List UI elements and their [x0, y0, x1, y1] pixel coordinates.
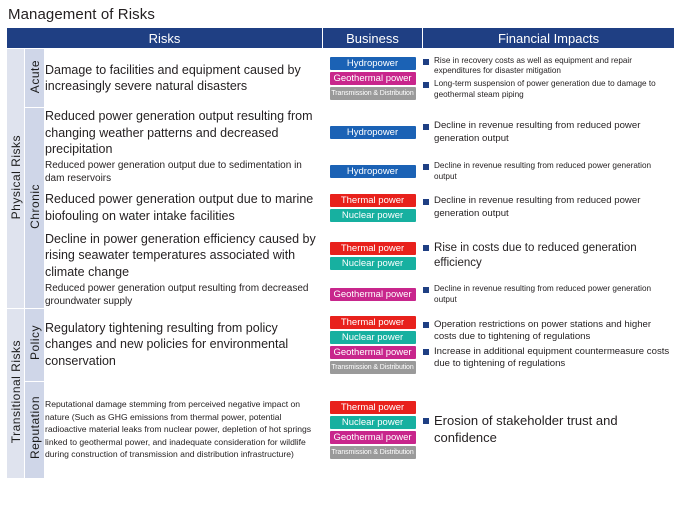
tag-nuclear-power: Nuclear power: [330, 331, 416, 344]
tag-nuclear-power: Nuclear power: [330, 209, 416, 222]
financial-impacts: [423, 49, 675, 108]
risk-description: Reduced power generation output due to sedimentation in dam reservoirs: [45, 158, 323, 185]
impact-item: Rise in recovery costs as well as equipment and repair expenditures for disaster mitigation: [423, 56, 674, 77]
tag-geothermal-power: Geothermal power: [330, 288, 416, 301]
table-row: [7, 108, 675, 159]
table-row: [7, 230, 675, 281]
risk-description: Reduced power generation output resulting from decreased groundwater supply: [45, 281, 323, 308]
category-label-policy: [25, 308, 45, 381]
table-row: [7, 185, 675, 230]
financial-impacts: [423, 230, 675, 281]
impact-item: Operation restrictions on power stations and higher costs due to tightening of regulations: [423, 319, 674, 344]
group-label-physical-risks: [7, 49, 25, 309]
tag-nuclear-power: Nuclear power: [330, 416, 416, 429]
table-header-row: [7, 28, 675, 49]
impact-item: Erosion of stakeholder trust and confidence: [423, 413, 674, 447]
impact-item: Decline in revenue resulting from reduced power generation output: [423, 284, 674, 305]
financial-impacts: [423, 281, 675, 308]
financial-impacts: [423, 308, 675, 381]
tag-nuclear-power: Nuclear power: [330, 257, 416, 270]
business-tags: [323, 230, 423, 281]
table-row: [7, 308, 675, 381]
tag-hydropower: Hydropower: [330, 57, 416, 70]
financial-impacts: [423, 381, 675, 478]
risk-description: Reduced power generation output due to marine biofouling on water intake facilities: [45, 185, 323, 230]
risk-description: Reputational damage stemming from perceived negative impact on nature (Such as GHG emissions from thermal power, potential radioactive material leaks from nuclear power, depletion of hot springs linked to geothermal power, and inadequate consideration for wildlife during construction of transmission and distribution infrastructure): [45, 381, 323, 478]
risk-description: Decline in power generation efficiency caused by rising seawater temperatures associated with climate change: [45, 230, 323, 281]
category-label-reputation-text: Reputation: [27, 396, 42, 460]
business-tags: [323, 158, 423, 185]
business-tags: [323, 108, 423, 159]
business-tags: [323, 281, 423, 308]
group-label-transitional-risks: [7, 308, 25, 478]
risk-description: Reduced power generation output resulting from changing weather patterns and decreased precipitation: [45, 108, 323, 159]
column-header-business: Business: [323, 28, 423, 49]
column-header-risks: Risks: [7, 28, 323, 49]
impact-item: Decline in revenue resulting from reduced power generation output: [423, 120, 674, 145]
category-label-policy-text: Policy: [27, 325, 42, 361]
table-row: [7, 281, 675, 308]
risk-description: Regulatory tightening resulting from policy changes and new policies for environmental conservation: [45, 308, 323, 381]
tag-hydropower: Hydropower: [330, 126, 416, 139]
table-row: [7, 49, 675, 108]
category-label-reputation: [25, 381, 45, 478]
table-row: [7, 158, 675, 185]
financial-impacts: [423, 158, 675, 185]
tag-transmission-distribution: Transmission & Distribution: [330, 446, 416, 459]
tag-geothermal-power: Geothermal power: [330, 346, 416, 359]
tag-transmission-distribution: Transmission & Distribution: [330, 87, 416, 100]
category-label-acute: [25, 49, 45, 108]
impact-item: Increase in additional equipment countermeasure costs due to tightening of regulations: [423, 346, 674, 371]
tag-thermal-power: Thermal power: [330, 194, 416, 207]
category-label-chronic-text: Chronic: [27, 183, 42, 229]
impact-item: Decline in revenue resulting from reduced power generation output: [423, 195, 674, 220]
group-label-physical-risks-text: Physical Risks: [8, 134, 23, 219]
impact-item: Rise in costs due to reduced generation efficiency: [423, 241, 674, 271]
financial-impacts: [423, 108, 675, 159]
tag-geothermal-power: Geothermal power: [330, 72, 416, 85]
page-title: Management of Risks: [8, 6, 155, 23]
risk-management-table: [6, 27, 675, 479]
business-tags: [323, 381, 423, 478]
tag-hydropower: Hydropower: [330, 165, 416, 178]
impact-item: Long-term suspension of power generation due to damage to geothermal steam piping: [423, 79, 674, 100]
tag-thermal-power: Thermal power: [330, 401, 416, 414]
impact-item: Decline in revenue resulting from reduced power generation output: [423, 161, 674, 182]
business-tags: [323, 308, 423, 381]
tag-geothermal-power: Geothermal power: [330, 431, 416, 444]
risk-description: Damage to facilities and equipment caused by increasingly severe natural disasters: [45, 49, 323, 108]
table-row: [7, 381, 675, 478]
tag-thermal-power: Thermal power: [330, 316, 416, 329]
category-label-chronic: [25, 108, 45, 309]
column-header-financial-impacts: Financial Impacts: [423, 28, 675, 49]
financial-impacts: [423, 185, 675, 230]
tag-thermal-power: Thermal power: [330, 242, 416, 255]
group-label-transitional-risks-text: Transitional Risks: [8, 339, 23, 444]
category-label-acute-text: Acute: [27, 59, 42, 94]
tag-transmission-distribution: Transmission & Distribution: [330, 361, 416, 374]
business-tags: [323, 49, 423, 108]
business-tags: [323, 185, 423, 230]
